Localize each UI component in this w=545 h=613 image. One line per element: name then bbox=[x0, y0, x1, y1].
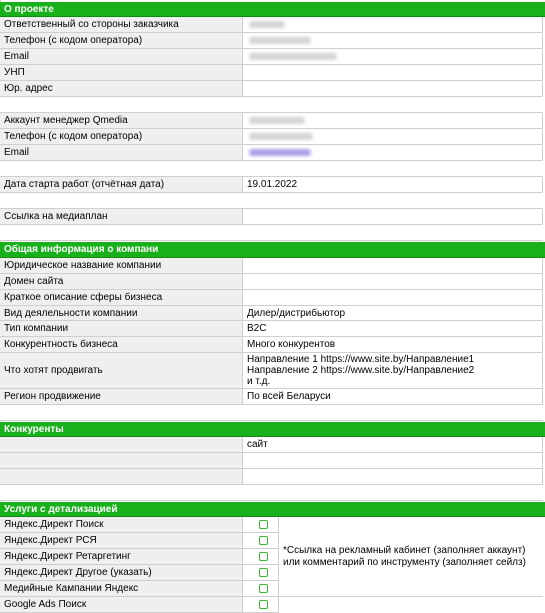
redacted-text bbox=[249, 53, 337, 60]
phone-label: Телефон (с кодом оператора) bbox=[0, 33, 243, 49]
service-label: Яндекс.Директ Другое (указать) bbox=[0, 565, 243, 581]
mediaplan-label: Ссылка на медиаплан bbox=[0, 209, 243, 225]
table-row bbox=[0, 337, 545, 353]
mediaplan-value[interactable] bbox=[243, 209, 543, 225]
section-header-services bbox=[0, 502, 545, 517]
table-row bbox=[0, 389, 545, 405]
manager-phone-value[interactable] bbox=[243, 129, 543, 145]
spacer-row bbox=[0, 161, 545, 177]
activity-value[interactable]: Дилер/дистрибьютор bbox=[243, 306, 543, 321]
section-title: Общая информация о компани bbox=[4, 244, 159, 255]
redacted-text bbox=[249, 21, 285, 28]
table-row bbox=[0, 129, 545, 145]
empty-cell bbox=[0, 161, 543, 177]
service-label: Медийные Кампании Яндекс bbox=[0, 581, 243, 597]
service-checkbox[interactable] bbox=[259, 568, 268, 577]
service-checkbox-cell bbox=[243, 565, 279, 581]
service-row bbox=[0, 597, 545, 613]
service-label: Яндекс.Директ Поиск bbox=[0, 517, 243, 533]
spacer-row bbox=[0, 193, 545, 209]
competitor-site-cell[interactable] bbox=[243, 453, 543, 469]
domain-label: Домен сайта bbox=[0, 274, 243, 290]
service-checkbox[interactable] bbox=[259, 536, 268, 545]
empty-cell bbox=[0, 405, 543, 421]
service-checkbox-cell bbox=[243, 581, 279, 597]
redacted-text bbox=[249, 117, 305, 124]
empty-cell bbox=[0, 97, 543, 113]
legal-name-value[interactable] bbox=[243, 258, 543, 274]
table-row bbox=[0, 274, 545, 290]
service-checkbox[interactable] bbox=[259, 584, 268, 593]
start-date-label: Дата старта работ (отчётная дата) bbox=[0, 177, 243, 193]
email-value[interactable] bbox=[243, 49, 543, 65]
empty-cell bbox=[0, 225, 543, 241]
business-desc-label: Краткое описание сферы бизнеса bbox=[0, 290, 243, 306]
start-date-value[interactable]: 19.01.2022 bbox=[243, 177, 543, 193]
unp-value[interactable] bbox=[243, 65, 543, 81]
table-row bbox=[0, 258, 545, 274]
service-label: Яндекс.Директ Ретаргетинг bbox=[0, 549, 243, 565]
table-row bbox=[0, 437, 545, 453]
phone-value[interactable] bbox=[243, 33, 543, 49]
competitor-name-cell[interactable] bbox=[0, 453, 243, 469]
promote-line: и т.д. bbox=[247, 376, 271, 387]
table-row bbox=[0, 321, 545, 337]
redacted-text bbox=[249, 133, 313, 140]
table-row bbox=[0, 145, 545, 161]
spacer-row bbox=[0, 225, 545, 241]
service-checkbox[interactable] bbox=[259, 520, 268, 529]
table-row bbox=[0, 209, 545, 225]
section-title: О проекте bbox=[4, 3, 54, 15]
competition-value[interactable]: Много конкурентов bbox=[243, 337, 543, 353]
service-checkbox-cell bbox=[243, 597, 279, 613]
activity-label: Вид деялельности компании bbox=[0, 306, 243, 321]
legal-name-label: Юридическое название компании bbox=[0, 258, 243, 274]
service-checkbox-cell bbox=[243, 533, 279, 549]
account-manager-value[interactable] bbox=[243, 113, 543, 129]
table-row bbox=[0, 17, 545, 33]
competitor-site-header: сайт bbox=[243, 437, 543, 453]
promote-label: Что хотят продвигать bbox=[0, 353, 243, 389]
promote-line: Направление 2 https://www.site.by/Направление2 bbox=[247, 365, 475, 376]
domain-value[interactable] bbox=[243, 274, 543, 290]
spacer-row bbox=[0, 97, 545, 113]
empty-cell bbox=[0, 193, 543, 209]
promote-line: Направление 1 https://www.site.by/Направление1 bbox=[247, 354, 475, 365]
competitor-name-cell[interactable] bbox=[0, 469, 243, 485]
section-header-company bbox=[0, 242, 545, 258]
manager-email-value[interactable] bbox=[243, 145, 543, 161]
region-value[interactable]: По всей Беларуси bbox=[243, 389, 543, 405]
region-label: Регион продвижение bbox=[0, 389, 243, 405]
table-row bbox=[0, 290, 545, 306]
client-contact-label: Ответственный со стороны заказчика bbox=[0, 17, 243, 33]
service-checkbox[interactable] bbox=[259, 552, 268, 561]
table-row bbox=[0, 81, 545, 97]
table-row bbox=[0, 113, 545, 129]
service-label: Google Ads Поиск bbox=[0, 597, 243, 613]
spacer-row bbox=[0, 485, 545, 501]
table-row bbox=[0, 306, 545, 321]
company-type-value[interactable]: B2C bbox=[243, 321, 543, 337]
services-note: *Ссылка на рекламный кабинет (заполняет аккаунт) или комментарий по инструменту (заполняет сейлз) bbox=[279, 517, 543, 597]
redacted-text bbox=[249, 37, 311, 44]
manager-email-label: Email bbox=[0, 145, 243, 161]
client-contact-value[interactable] bbox=[243, 17, 543, 33]
table-row bbox=[0, 469, 545, 485]
table-row bbox=[0, 177, 545, 193]
section-title: Конкуренты bbox=[4, 423, 64, 435]
competitor-name-cell[interactable] bbox=[0, 437, 243, 453]
manager-phone-label: Телефон (с кодом оператора) bbox=[0, 129, 243, 145]
service-label: Яндекс.Директ РСЯ bbox=[0, 533, 243, 549]
account-manager-label: Аккаунт менеджер Qmedia bbox=[0, 113, 243, 129]
redacted-link bbox=[249, 149, 311, 156]
section-title: Услуги с детализацией bbox=[4, 503, 118, 515]
unp-label: УНП bbox=[0, 65, 243, 81]
spacer-row bbox=[0, 405, 545, 421]
section-header-project bbox=[0, 2, 545, 17]
address-value[interactable] bbox=[243, 81, 543, 97]
table-row bbox=[0, 33, 545, 49]
business-desc-value[interactable] bbox=[243, 290, 543, 306]
empty-cell bbox=[0, 485, 543, 501]
table-row bbox=[0, 49, 545, 65]
service-checkbox-cell bbox=[243, 549, 279, 565]
company-type-label: Тип компании bbox=[0, 321, 243, 337]
service-checkbox[interactable] bbox=[259, 600, 268, 609]
section-header-competitors bbox=[0, 422, 545, 437]
service-checkbox-cell bbox=[243, 517, 279, 533]
email-label: Email bbox=[0, 49, 243, 65]
promote-value[interactable] bbox=[243, 353, 543, 389]
table-row bbox=[0, 65, 545, 81]
table-row bbox=[0, 453, 545, 469]
address-label: Юр. адрес bbox=[0, 81, 243, 97]
table-row bbox=[0, 353, 545, 389]
competition-label: Конкурентность бизнеса bbox=[0, 337, 243, 353]
competitor-site-cell[interactable] bbox=[243, 469, 543, 485]
